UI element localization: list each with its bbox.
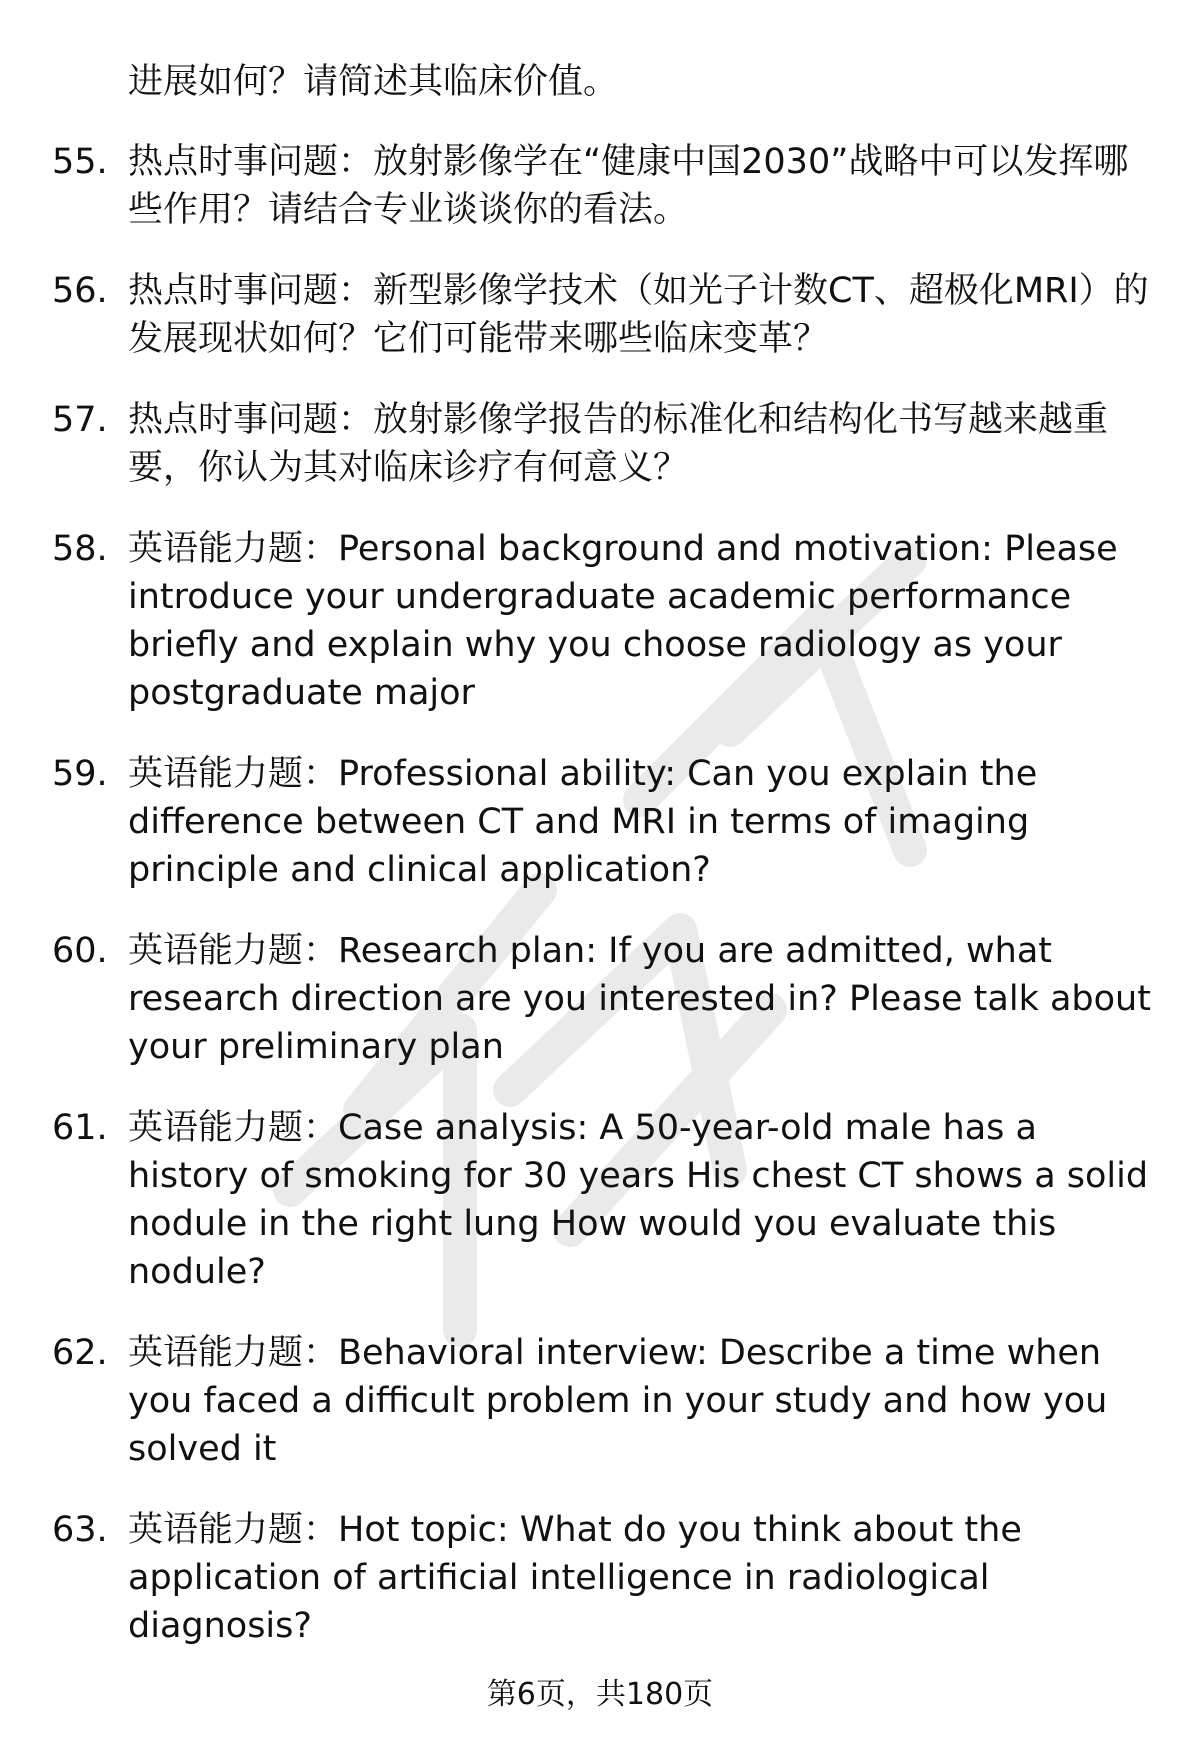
question-item-56 xyxy=(52,267,1162,363)
question-text: 热点时事问题：放射影像学在“健康中国2030”战略中可以发挥哪些作用？请结合专业谈谈你的看法。 xyxy=(128,142,1129,230)
question-text: 英语能力题：Personal background and motivation: Please introduce your undergraduate academic performance briefly and explain why you choose radiology as your postgraduate major xyxy=(128,529,1118,713)
question-item-55 xyxy=(52,138,1162,234)
question-text: 英语能力题：Professional ability: Can you explain the difference between CT and MRI in terms of imaging principle and clinical application? xyxy=(128,754,1038,890)
question-item-58 xyxy=(52,525,1162,717)
question-list xyxy=(52,138,1162,1683)
question-text: 热点时事问题：放射影像学报告的标准化和结构化书写越来越重要，你认为其对临床诊疗有何意义？ xyxy=(128,400,1109,488)
question-text: 英语能力题：Behavioral interview: Describe a time when you faced a difficult problem in your study and how you solved it xyxy=(128,1333,1108,1469)
question-number: 59. xyxy=(52,754,108,794)
question-text: 英语能力题：Case analysis: A 50-year-old male has a history of smoking for 30 years His chest CT shows a solid nodule in the right lung How would you evaluate this nodule? xyxy=(128,1108,1149,1292)
page-footer: 第6页，共180页 xyxy=(486,1677,714,1712)
continuation-text: 进展如何？请简述其临床价值。 xyxy=(128,62,619,102)
question-number: 58. xyxy=(52,529,108,569)
question-item-59 xyxy=(52,750,1162,894)
question-number: 55. xyxy=(52,142,108,182)
question-number: 62. xyxy=(52,1333,108,1373)
question-number: 60. xyxy=(52,931,108,971)
question-text: 英语能力题：Hot topic: What do you think about the application of artificial intelligence in radiological diagnosis? xyxy=(128,1510,1022,1646)
question-number: 63. xyxy=(52,1510,108,1550)
question-item-57 xyxy=(52,396,1162,492)
question-item-60 xyxy=(52,927,1162,1071)
question-number: 61. xyxy=(52,1108,108,1148)
question-item-63 xyxy=(52,1506,1162,1650)
question-text: 英语能力题：Research plan: If you are admitted, what research direction are you interested in? Please talk about your preliminary plan xyxy=(128,931,1151,1067)
question-text: 热点时事问题：新型影像学技术（如光子计数CT、超极化MRI）的发展现状如何？它们可能带来哪些临床变革？ xyxy=(128,271,1149,359)
question-number: 57. xyxy=(52,400,108,440)
question-item-61 xyxy=(52,1104,1162,1296)
question-number: 56. xyxy=(52,271,108,311)
question-item-62 xyxy=(52,1329,1162,1473)
